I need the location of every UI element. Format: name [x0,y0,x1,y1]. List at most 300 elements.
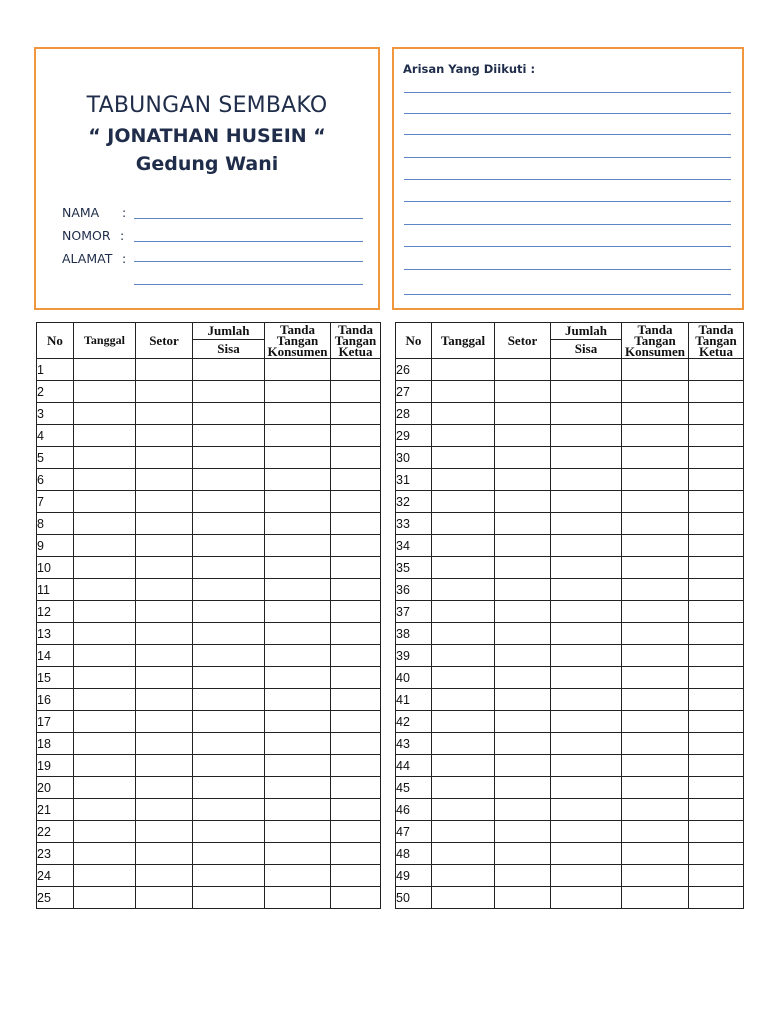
row-number: 14 [37,645,74,667]
ttd-konsumen-cell[interactable] [622,887,689,909]
tanggal-cell[interactable] [432,821,495,843]
ledger-table-right [395,322,744,909]
setor-cell[interactable] [495,755,551,777]
jumlah-sisa-cell[interactable] [193,733,265,755]
ttd-konsumen-cell[interactable] [265,601,331,623]
ttd-konsumen-cell[interactable] [265,865,331,887]
arisan-line[interactable] [404,134,731,135]
ttd-konsumen-cell[interactable] [265,887,331,909]
table-row [396,821,744,843]
tanggal-cell[interactable] [432,535,495,557]
jumlah-sisa-cell[interactable] [551,799,622,821]
ttd-konsumen-cell[interactable] [265,821,331,843]
jumlah-sisa-cell[interactable] [193,667,265,689]
alamat-field-line2[interactable] [134,284,363,285]
jumlah-sisa-cell[interactable] [551,645,622,667]
ttd-ketua-cell[interactable] [331,821,381,843]
ttd-ketua-cell[interactable] [689,557,744,579]
header-ttd-ketua-l1: Tanda [698,322,734,337]
tanggal-cell[interactable] [74,425,136,447]
table-row [396,469,744,491]
ttd-ketua-cell[interactable] [689,359,744,381]
tanggal-cell[interactable] [74,689,136,711]
ttd-ketua-cell[interactable] [331,843,381,865]
ttd-ketua-cell[interactable] [331,887,381,909]
setor-cell[interactable] [495,513,551,535]
ttd-konsumen-cell[interactable] [265,733,331,755]
ttd-ketua-cell[interactable] [689,755,744,777]
tanggal-cell[interactable] [74,513,136,535]
header-ttd-konsumen-l1: Tanda [280,322,315,337]
alamat-field[interactable] [134,261,363,262]
tanggal-cell[interactable] [74,821,136,843]
ttd-konsumen-cell[interactable] [622,601,689,623]
jumlah-sisa-cell[interactable] [551,887,622,909]
tanggal-cell[interactable] [432,733,495,755]
nama-field[interactable] [134,218,363,219]
jumlah-sisa-cell[interactable] [551,865,622,887]
ttd-konsumen-cell[interactable] [265,359,331,381]
arisan-line[interactable] [404,179,731,180]
row-number: 45 [396,777,432,799]
jumlah-sisa-cell[interactable] [193,447,265,469]
tanggal-cell[interactable] [74,381,136,403]
ttd-konsumen-cell[interactable] [622,491,689,513]
ttd-ketua-cell[interactable] [331,711,381,733]
jumlah-sisa-cell[interactable] [551,623,622,645]
tanggal-cell[interactable] [74,447,136,469]
tanggal-cell[interactable] [432,799,495,821]
ttd-ketua-cell[interactable] [689,645,744,667]
ttd-ketua-cell[interactable] [689,535,744,557]
table-row [37,381,381,403]
jumlah-sisa-cell[interactable] [551,689,622,711]
nomor-field[interactable] [134,241,363,242]
arisan-line[interactable] [404,294,731,295]
ttd-ketua-cell[interactable] [331,381,381,403]
tanggal-cell[interactable] [432,557,495,579]
ttd-konsumen-cell[interactable] [265,491,331,513]
setor-cell[interactable] [495,821,551,843]
arisan-line[interactable] [404,201,731,202]
ttd-konsumen-cell[interactable] [265,623,331,645]
ttd-ketua-cell[interactable] [689,799,744,821]
setor-cell[interactable] [136,755,193,777]
header-ttd-ketua-l3: Ketua [338,344,373,359]
ttd-ketua-cell[interactable] [331,469,381,491]
ttd-ketua-cell[interactable] [331,645,381,667]
ttd-konsumen-cell[interactable] [265,579,331,601]
jumlah-sisa-cell[interactable] [551,425,622,447]
ttd-konsumen-cell[interactable] [622,513,689,535]
nomor-label: NOMOR [62,228,111,243]
jumlah-sisa-cell[interactable] [193,689,265,711]
ttd-ketua-cell[interactable] [689,777,744,799]
ttd-ketua-cell[interactable] [689,887,744,909]
jumlah-sisa-cell[interactable] [193,645,265,667]
jumlah-sisa-cell[interactable] [193,513,265,535]
setor-cell[interactable] [136,711,193,733]
ttd-konsumen-cell[interactable] [622,843,689,865]
row-number: 8 [37,513,74,535]
ttd-konsumen-cell[interactable] [622,557,689,579]
ttd-konsumen-cell[interactable] [265,777,331,799]
tanggal-cell[interactable] [74,777,136,799]
nomor-colon: : [120,228,125,243]
setor-cell[interactable] [136,579,193,601]
table-row [37,447,381,469]
ttd-ketua-cell[interactable] [331,799,381,821]
ttd-konsumen-cell[interactable] [622,425,689,447]
ttd-konsumen-cell[interactable] [265,557,331,579]
tanggal-cell[interactable] [432,447,495,469]
setor-cell[interactable] [495,843,551,865]
tanggal-cell[interactable] [432,623,495,645]
ttd-ketua-cell[interactable] [689,733,744,755]
tanggal-cell[interactable] [74,601,136,623]
setor-cell[interactable] [136,557,193,579]
ttd-ketua-cell[interactable] [689,667,744,689]
jumlah-sisa-cell[interactable] [193,601,265,623]
jumlah-sisa-cell[interactable] [193,711,265,733]
jumlah-sisa-cell[interactable] [551,667,622,689]
ttd-ketua-cell[interactable] [331,491,381,513]
ttd-konsumen-cell[interactable] [265,535,331,557]
ttd-konsumen-cell[interactable] [265,689,331,711]
tanggal-cell[interactable] [432,403,495,425]
ttd-konsumen-cell[interactable] [622,799,689,821]
ttd-ketua-cell[interactable] [331,513,381,535]
jumlah-sisa-cell[interactable] [193,865,265,887]
tanggal-cell[interactable] [432,645,495,667]
table-row [396,403,744,425]
setor-cell[interactable] [136,601,193,623]
setor-cell[interactable] [495,359,551,381]
tanggal-cell[interactable] [74,403,136,425]
ttd-konsumen-cell[interactable] [622,667,689,689]
row-number: 2 [37,381,74,403]
jumlah-sisa-cell[interactable] [193,535,265,557]
setor-cell[interactable] [495,535,551,557]
jumlah-sisa-cell[interactable] [193,579,265,601]
ttd-konsumen-cell[interactable] [622,689,689,711]
arisan-line[interactable] [404,92,731,93]
setor-cell[interactable] [495,425,551,447]
setor-cell[interactable] [495,623,551,645]
ttd-konsumen-cell[interactable] [265,843,331,865]
ttd-ketua-cell[interactable] [331,535,381,557]
setor-cell[interactable] [495,469,551,491]
setor-cell[interactable] [495,887,551,909]
tanggal-cell[interactable] [74,535,136,557]
ttd-konsumen-cell[interactable] [622,381,689,403]
tanggal-cell[interactable] [432,689,495,711]
ttd-konsumen-cell[interactable] [622,645,689,667]
jumlah-sisa-cell[interactable] [551,579,622,601]
row-number: 27 [396,381,432,403]
jumlah-sisa-cell[interactable] [551,359,622,381]
tanggal-cell[interactable] [432,469,495,491]
ttd-ketua-cell[interactable] [689,601,744,623]
ttd-ketua-cell[interactable] [689,469,744,491]
setor-cell[interactable] [495,799,551,821]
tanggal-cell[interactable] [432,425,495,447]
ttd-konsumen-cell[interactable] [622,623,689,645]
ttd-konsumen-cell[interactable] [265,425,331,447]
ttd-ketua-cell[interactable] [331,557,381,579]
ttd-konsumen-cell[interactable] [622,755,689,777]
row-number: 40 [396,667,432,689]
row-number: 44 [396,755,432,777]
jumlah-sisa-cell[interactable] [551,843,622,865]
setor-cell[interactable] [136,667,193,689]
setor-cell[interactable] [136,821,193,843]
row-number: 49 [396,865,432,887]
setor-cell[interactable] [136,535,193,557]
ttd-konsumen-cell[interactable] [622,733,689,755]
ttd-konsumen-cell[interactable] [622,359,689,381]
jumlah-sisa-cell[interactable] [193,557,265,579]
setor-cell[interactable] [495,601,551,623]
tanggal-cell[interactable] [432,667,495,689]
arisan-line[interactable] [404,113,731,114]
jumlah-sisa-cell[interactable] [193,381,265,403]
setor-cell[interactable] [136,491,193,513]
header-sisa: Sisa [193,340,265,359]
row-number: 24 [37,865,74,887]
tanggal-cell[interactable] [432,777,495,799]
table-row [37,557,381,579]
jumlah-sisa-cell[interactable] [551,755,622,777]
tanggal-cell[interactable] [432,381,495,403]
tanggal-cell[interactable] [74,557,136,579]
setor-cell[interactable] [495,403,551,425]
ttd-ketua-cell[interactable] [689,711,744,733]
ttd-ketua-cell[interactable] [689,579,744,601]
row-number: 22 [37,821,74,843]
ttd-ketua-cell[interactable] [689,843,744,865]
jumlah-sisa-cell[interactable] [193,425,265,447]
owner-name: “ JONATHAN HUSEIN “ [88,125,326,147]
ttd-konsumen-cell[interactable] [265,645,331,667]
ttd-ketua-cell[interactable] [689,865,744,887]
ttd-ketua-cell[interactable] [689,623,744,645]
setor-cell[interactable] [136,689,193,711]
setor-cell[interactable] [495,645,551,667]
ttd-konsumen-cell[interactable] [265,755,331,777]
tanggal-cell[interactable] [74,799,136,821]
tanggal-cell[interactable] [432,887,495,909]
table-row [37,667,381,689]
arisan-line[interactable] [404,224,731,225]
ttd-ketua-cell[interactable] [689,491,744,513]
arisan-line[interactable] [404,246,731,247]
ttd-ketua-cell[interactable] [331,359,381,381]
tanggal-cell[interactable] [74,865,136,887]
arisan-line[interactable] [404,269,731,270]
ttd-ketua-cell[interactable] [689,821,744,843]
jumlah-sisa-cell[interactable] [551,557,622,579]
jumlah-sisa-cell[interactable] [193,821,265,843]
ttd-konsumen-cell[interactable] [622,777,689,799]
ttd-konsumen-cell[interactable] [622,711,689,733]
arisan-title: Arisan Yang Diikuti : [403,62,536,76]
row-number: 42 [396,711,432,733]
header-ttd-ketua-l3: Ketua [699,344,733,359]
ttd-ketua-cell[interactable] [689,403,744,425]
tanggal-cell[interactable] [74,843,136,865]
jumlah-sisa-cell[interactable] [193,359,265,381]
tanggal-cell[interactable] [432,601,495,623]
ttd-konsumen-cell[interactable] [265,381,331,403]
ttd-ketua-cell[interactable] [331,689,381,711]
jumlah-sisa-cell[interactable] [193,843,265,865]
setor-cell[interactable] [495,447,551,469]
tanggal-cell[interactable] [74,733,136,755]
ttd-ketua-cell[interactable] [331,777,381,799]
jumlah-sisa-cell[interactable] [551,777,622,799]
table-row [396,579,744,601]
alamat-label: ALAMAT [62,251,113,266]
tanggal-cell[interactable] [74,711,136,733]
arisan-line[interactable] [404,157,731,158]
tanggal-cell[interactable] [74,359,136,381]
ttd-ketua-cell[interactable] [689,447,744,469]
setor-cell[interactable] [136,799,193,821]
jumlah-sisa-cell[interactable] [193,469,265,491]
jumlah-sisa-cell[interactable] [551,469,622,491]
ttd-ketua-cell[interactable] [331,623,381,645]
row-number: 11 [37,579,74,601]
jumlah-sisa-cell[interactable] [193,755,265,777]
jumlah-sisa-cell[interactable] [551,447,622,469]
ttd-konsumen-cell[interactable] [265,799,331,821]
setor-cell[interactable] [136,359,193,381]
jumlah-sisa-cell[interactable] [551,491,622,513]
tanggal-cell[interactable] [74,755,136,777]
setor-cell[interactable] [495,381,551,403]
jumlah-sisa-cell[interactable] [193,887,265,909]
ttd-konsumen-cell[interactable] [622,865,689,887]
ttd-ketua-cell[interactable] [331,667,381,689]
jumlah-sisa-cell[interactable] [551,381,622,403]
ttd-ketua-cell[interactable] [689,381,744,403]
ttd-konsumen-cell[interactable] [265,667,331,689]
tanggal-cell[interactable] [74,645,136,667]
ttd-konsumen-cell[interactable] [265,469,331,491]
jumlah-sisa-cell[interactable] [551,711,622,733]
table-row [37,425,381,447]
setor-cell[interactable] [495,491,551,513]
tanggal-cell[interactable] [432,491,495,513]
setor-cell[interactable] [495,557,551,579]
ttd-ketua-cell[interactable] [331,865,381,887]
setor-cell[interactable] [495,777,551,799]
jumlah-sisa-cell[interactable] [551,821,622,843]
setor-cell[interactable] [136,733,193,755]
setor-cell[interactable] [495,865,551,887]
jumlah-sisa-cell[interactable] [193,777,265,799]
ttd-ketua-cell[interactable] [331,579,381,601]
tanggal-cell[interactable] [432,755,495,777]
setor-cell[interactable] [136,645,193,667]
table-row [396,425,744,447]
setor-cell[interactable] [495,733,551,755]
tanggal-cell[interactable] [74,887,136,909]
tanggal-cell[interactable] [74,469,136,491]
ttd-ketua-cell[interactable] [331,733,381,755]
row-number: 34 [396,535,432,557]
tanggal-cell[interactable] [432,359,495,381]
tanggal-cell[interactable] [432,579,495,601]
tanggal-cell[interactable] [74,667,136,689]
ttd-ketua-cell[interactable] [689,513,744,535]
jumlah-sisa-cell[interactable] [551,733,622,755]
ttd-konsumen-cell[interactable] [622,821,689,843]
tanggal-cell[interactable] [432,865,495,887]
ttd-konsumen-cell[interactable] [265,513,331,535]
setor-cell[interactable] [136,469,193,491]
ttd-ketua-cell[interactable] [331,601,381,623]
ttd-ketua-cell[interactable] [331,447,381,469]
setor-cell[interactable] [136,843,193,865]
setor-cell[interactable] [136,403,193,425]
setor-cell[interactable] [495,711,551,733]
setor-cell[interactable] [136,887,193,909]
setor-cell[interactable] [136,865,193,887]
setor-cell[interactable] [136,425,193,447]
ttd-konsumen-cell[interactable] [622,447,689,469]
tanggal-cell[interactable] [432,843,495,865]
jumlah-sisa-cell[interactable] [551,535,622,557]
setor-cell[interactable] [495,667,551,689]
setor-cell[interactable] [136,623,193,645]
ttd-konsumen-cell[interactable] [265,711,331,733]
jumlah-sisa-cell[interactable] [551,403,622,425]
setor-cell[interactable] [136,777,193,799]
ttd-ketua-cell[interactable] [331,755,381,777]
jumlah-sisa-cell[interactable] [193,491,265,513]
ttd-konsumen-cell[interactable] [265,403,331,425]
jumlah-sisa-cell[interactable] [193,799,265,821]
ttd-ketua-cell[interactable] [689,425,744,447]
jumlah-sisa-cell[interactable] [551,601,622,623]
ttd-ketua-cell[interactable] [331,425,381,447]
tanggal-cell[interactable] [74,623,136,645]
ttd-ketua-cell[interactable] [331,403,381,425]
ttd-konsumen-cell[interactable] [622,579,689,601]
ttd-konsumen-cell[interactable] [622,403,689,425]
setor-cell[interactable] [495,689,551,711]
ttd-konsumen-cell[interactable] [265,447,331,469]
jumlah-sisa-cell[interactable] [551,513,622,535]
jumlah-sisa-cell[interactable] [193,623,265,645]
ttd-konsumen-cell[interactable] [622,469,689,491]
ttd-ketua-cell[interactable] [689,689,744,711]
setor-cell[interactable] [495,579,551,601]
setor-cell[interactable] [136,381,193,403]
jumlah-sisa-cell[interactable] [193,403,265,425]
tanggal-cell[interactable] [432,513,495,535]
tanggal-cell[interactable] [432,711,495,733]
arisan-card [392,47,744,310]
setor-cell[interactable] [136,447,193,469]
ttd-konsumen-cell[interactable] [622,535,689,557]
tanggal-cell[interactable] [74,491,136,513]
savings-card-header [34,47,380,310]
setor-cell[interactable] [136,513,193,535]
tanggal-cell[interactable] [74,579,136,601]
